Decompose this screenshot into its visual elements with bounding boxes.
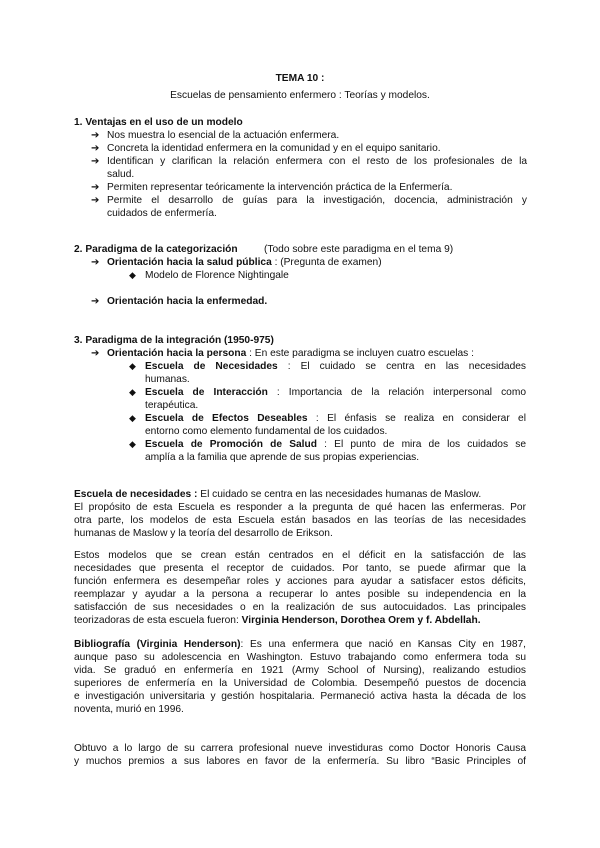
- school-name: Escuela de Promoción de Salud: [145, 439, 317, 450]
- theorists-names: Virginia Henderson, Dorothea Orem y f. Abdellah.: [241, 615, 481, 626]
- page-subtitle: Escuelas de pensamiento enfermero : Teorías y modelos.: [170, 90, 430, 101]
- paragraph-line: reemplazar y ayudar a la persona a recuperar lo antes posible su independencia en la: [74, 589, 526, 600]
- school-description: : Importancia de la relación interpersonal como: [267, 387, 526, 398]
- section1-item: Permiten representar teóricamente la intervención práctica de la Enfermería.: [107, 182, 453, 193]
- school-description: : El cuidado se centra en las necesidades: [277, 361, 526, 372]
- section1-heading: 1. Ventajas en el uso de un modelo: [74, 117, 243, 128]
- school-item-continuation: humanas.: [145, 374, 190, 385]
- arrow-icon: ➔: [91, 156, 100, 167]
- paragraph-line: y muchos premios a sus labores en favor de la enfermería. Su libro “Basic Principles of: [74, 756, 526, 767]
- section1-item-continuation: salud.: [107, 169, 135, 180]
- section1-item: Permite el desarrollo de guías para la investigación, docencia, administración y: [107, 195, 527, 206]
- section1-item: Identifican y clarifican la relación enfermera con el resto de los profesionales de la: [107, 156, 527, 167]
- page-title: TEMA 10 :: [275, 73, 325, 84]
- school-item: [145, 412, 526, 425]
- paragraph-line: función enfermera es desempeñar roles y acciones para ayudar a satisfacer estos déficits,: [74, 576, 526, 587]
- needs-school-text: El cuidado se centra en las necesidades humanas de Maslow.: [197, 489, 482, 500]
- diamond-bullet-icon: ◆: [129, 361, 136, 371]
- school-item: [145, 438, 526, 451]
- section2-note: (Todo sobre este paradigma en el tema 9): [264, 244, 454, 255]
- arrow-icon: ➔: [91, 195, 100, 206]
- school-description: : El énfasis se realiza en considerar el: [307, 413, 526, 424]
- diamond-bullet-icon: ◆: [129, 439, 136, 449]
- orientation-label: Orientación hacia la persona: [107, 348, 247, 359]
- section2-sub-item: Modelo de Florence Nightingale: [145, 270, 289, 281]
- paragraph-line: Estos modelos que se crean están centrados en el déficit en la satisfacción de las: [74, 550, 526, 561]
- school-item-continuation: terapéutica.: [145, 400, 199, 411]
- section1-item: Concreta la identidad enfermera en la comunidad y en el equipo sanitario.: [107, 143, 441, 154]
- diamond-bullet-icon: ◆: [129, 270, 136, 280]
- paragraph-line: satisfacción de sus necesidades o en la realización de sus autocuidados. Las principales: [74, 602, 526, 613]
- school-name: Escuela de Efectos Deseables: [145, 413, 308, 424]
- school-item: [145, 386, 526, 399]
- paragraph-line: humanas de Maslow y la teoría del desarrollo de Erikson.: [74, 528, 333, 539]
- orientation-note: : (Pregunta de examen): [271, 257, 382, 268]
- theorists-intro: teorizadoras de esta escuela fueron:: [74, 615, 242, 626]
- diamond-bullet-icon: ◆: [129, 413, 136, 423]
- paragraph-line: vida. Se graduó en enfermería en 1921 (Army School of Nursing), realizando estudios: [74, 665, 526, 676]
- section3-orientation-person: [107, 347, 474, 360]
- diamond-bullet-icon: ◆: [129, 387, 136, 397]
- needs-school-intro: [74, 488, 481, 501]
- school-item: [145, 360, 526, 373]
- school-name: Escuela de Necesidades: [145, 361, 278, 372]
- paragraph-line: necesidades que presenta el receptor de cuidados. Por tanto, se puede afirmar que la: [74, 563, 526, 574]
- bibliography-label: Bibliografía (Virginia Henderson): [74, 639, 241, 650]
- section2-orientation-disease: Orientación hacia la enfermedad.: [107, 296, 268, 307]
- paragraph-line: [74, 614, 481, 627]
- section1-item: Nos muestra lo esencial de la actuación enfermera.: [107, 130, 340, 141]
- arrow-icon: ➔: [91, 130, 100, 141]
- paragraph-line: otra parte, los modelos de esta Escuela están basados en las teorías de las necesidades: [74, 515, 526, 526]
- needs-school-label: Escuela de necesidades :: [74, 489, 198, 500]
- section1-item-continuation: cuidados de enfermería.: [107, 208, 217, 219]
- section3-heading: 3. Paradigma de la integración (1950-975): [74, 335, 274, 346]
- paragraph-line: superiores de enfermería en la Universidad de Colombia. Desempeñó puestos de docencia: [74, 678, 526, 689]
- paragraph-line: aunque paso su adolescencia en Washington. Estuvo trabajando como enfermera toda su: [74, 652, 526, 663]
- bibliography-intro: [74, 638, 526, 651]
- arrow-icon: ➔: [91, 182, 100, 193]
- section2-heading: 2. Paradigma de la categorización: [74, 244, 238, 255]
- school-description: : El punto de mira de los cuidados se: [316, 439, 526, 450]
- paragraph-line: El propósito de esta Escuela es responder a la pregunta de qué hacen las enfermeras. Por: [74, 502, 526, 513]
- arrow-icon: ➔: [91, 348, 100, 359]
- arrow-icon: ➔: [91, 296, 100, 307]
- section2-orientation-public-health: [107, 256, 382, 269]
- paragraph-line: Obtuvo a lo largo de su carrera profesional nueve investiduras como Doctor Honoris Causa: [74, 743, 526, 754]
- bibliography-text: : Es una enfermera que nació en Kansas City en 1987,: [240, 639, 526, 650]
- orientation-label: Orientación hacia la salud pública: [107, 257, 272, 268]
- school-item-continuation: amplía a la familia que aprende de sus propias experiencias.: [145, 452, 420, 463]
- arrow-icon: ➔: [91, 257, 100, 268]
- paragraph-line: e investigación universitaria y gestión hospitalaria. Permaneció activa hasta la década de los: [74, 691, 526, 702]
- paragraph-line: noventa, murió en 1996.: [74, 704, 184, 715]
- orientation-note: : En este paradigma se incluyen cuatro escuelas :: [246, 348, 474, 359]
- school-name: Escuela de Interacción: [145, 387, 268, 398]
- arrow-icon: ➔: [91, 143, 100, 154]
- school-item-continuation: entorno como elemento fundamental de los cuidados.: [145, 426, 388, 437]
